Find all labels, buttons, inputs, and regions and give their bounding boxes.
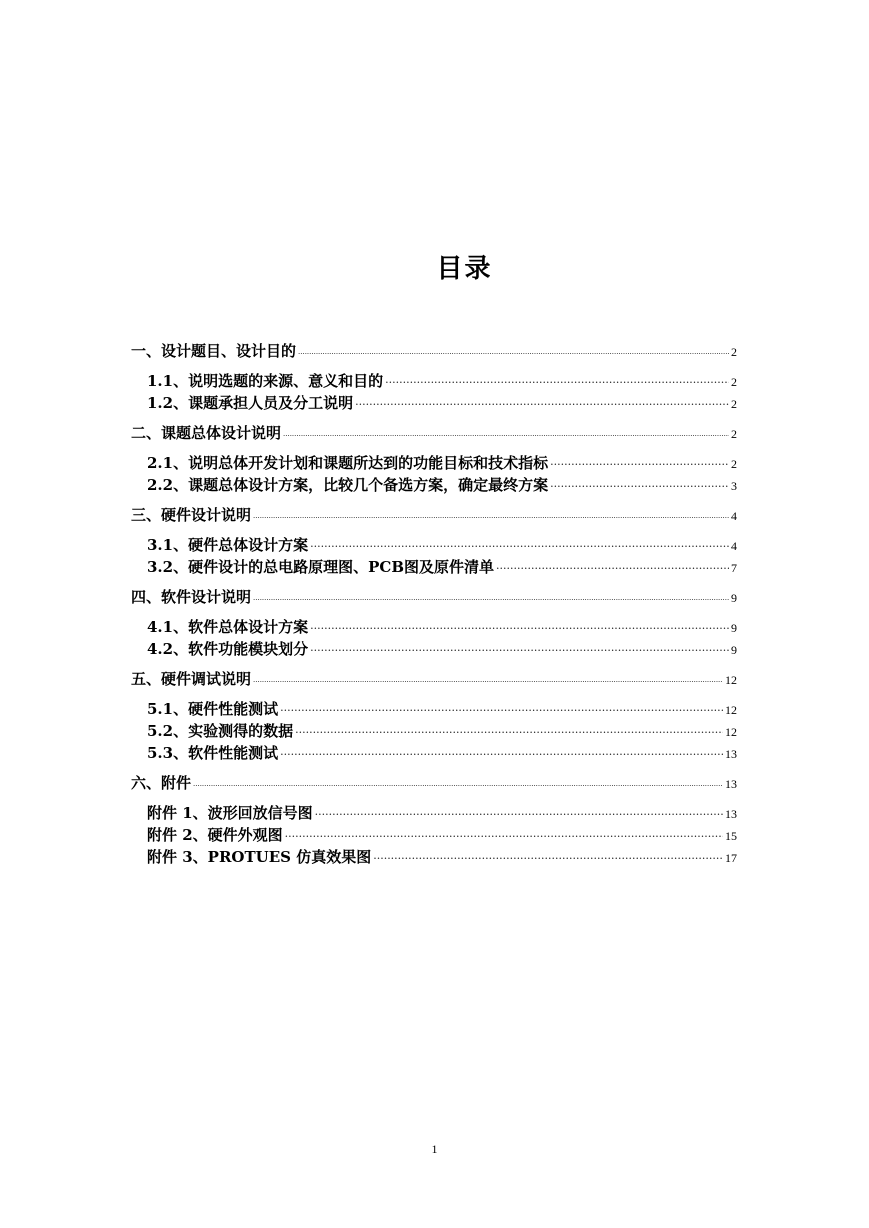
toc-leader-dots: [193, 775, 723, 797]
toc-leader-dots: [253, 589, 729, 611]
toc-entry-3-1[interactable]: [131, 534, 737, 556]
toc-entry-label: 五、硬件调试说明: [131, 670, 252, 688]
toc-entry-page: 3: [731, 479, 737, 493]
toc-leader-dots: [295, 722, 723, 744]
toc-entry-4-1[interactable]: [131, 616, 737, 638]
toc-leader-dots: [310, 640, 729, 662]
toc-leader-dots: [496, 558, 729, 580]
toc-leader-dots: [283, 425, 729, 447]
page-title: 目录: [436, 254, 493, 284]
toc-entry-5-1[interactable]: [131, 698, 737, 720]
toc-entry-page: 4: [731, 509, 737, 523]
toc-entry-page: 2: [731, 457, 737, 471]
toc-entry-page: 13: [725, 807, 737, 821]
toc-entry-label: 3.1、硬件总体设计方案: [147, 536, 309, 554]
toc-entry-2-1[interactable]: [131, 452, 737, 474]
toc-entry-section-3[interactable]: [131, 504, 737, 526]
toc-entry-1-2[interactable]: [131, 392, 737, 414]
toc-entry-5-2[interactable]: [131, 720, 737, 742]
toc-entry-page: 2: [731, 375, 737, 389]
toc-entry-page: 9: [731, 643, 737, 657]
toc-entry-4-2[interactable]: [131, 638, 737, 660]
toc-entry-label: 1.2、课题承担人员及分工说明: [147, 394, 354, 412]
toc-entry-label: 2.1、说明总体开发计划和课题所达到的功能目标和技术指标: [147, 454, 549, 472]
toc-entry-label: 3.2、硬件设计的总电路原理图、PCB图及原件清单: [147, 558, 494, 576]
toc-entry-label: 2.2、课题总体设计方案，比较几个备选方案，确定最终方案: [147, 476, 549, 494]
toc-entry-page: 2: [731, 345, 737, 359]
toc-entry-section-2[interactable]: [131, 422, 737, 444]
toc-entry-2-2[interactable]: [131, 474, 737, 496]
toc-entry-section-1[interactable]: [131, 340, 737, 362]
toc-entry-label: 附件 2、硬件外观图: [147, 826, 283, 844]
toc-leader-dots: [550, 476, 729, 498]
toc-entry-label: 三、硬件设计说明: [131, 506, 252, 524]
toc-leader-dots: [280, 744, 723, 766]
toc-entry-label: 一、设计题目、设计目的: [131, 342, 297, 360]
toc-entry-label: 4.2、软件功能模块划分: [147, 640, 309, 658]
toc-entry-label: 四、软件设计说明: [131, 588, 252, 606]
toc-entry-label: 二、课题总体设计说明: [131, 424, 282, 442]
toc-entry-page: 4: [731, 539, 737, 553]
toc-entry-label: 5.3、软件性能测试: [147, 744, 279, 762]
toc-entry-page: 17: [725, 851, 737, 865]
toc-entry-page: 13: [725, 777, 737, 791]
toc-entry-section-4[interactable]: [131, 586, 737, 608]
toc-leader-dots: [285, 826, 723, 848]
toc-leader-dots: [253, 507, 729, 529]
toc-entry-page: 12: [725, 725, 737, 739]
toc-entry-appendix-3[interactable]: [131, 846, 737, 868]
toc-entry-label: 5.1、硬件性能测试: [147, 700, 279, 718]
toc-entry-page: 9: [731, 591, 737, 605]
toc-entry-appendix-2[interactable]: [131, 824, 737, 846]
toc-entry-label: 1.1、说明选题的来源、意义和目的: [147, 372, 384, 390]
toc-leader-dots: [310, 536, 729, 558]
toc-entry-section-5[interactable]: [131, 668, 737, 690]
toc-entry-page: 7: [731, 561, 737, 575]
toc-entry-label: 4.1、软件总体设计方案: [147, 618, 309, 636]
toc-entry-label: 附件 1、波形回放信号图: [147, 804, 313, 822]
toc-entry-page: 15: [725, 829, 737, 843]
toc-entry-page: 9: [731, 621, 737, 635]
toc-entry-label: 六、附件: [131, 774, 192, 792]
toc-entry-page: 13: [725, 747, 737, 761]
toc-entry-page: 2: [731, 427, 737, 441]
toc-entry-page: 12: [725, 703, 737, 717]
toc-leader-dots: [385, 372, 729, 394]
toc-leader-dots: [315, 804, 723, 826]
toc-entry-page: 2: [731, 397, 737, 411]
table-of-contents: [131, 340, 737, 868]
toc-entry-1-1[interactable]: [131, 370, 737, 392]
toc-entry-3-2[interactable]: [131, 556, 737, 578]
toc-entry-label: 5.2、实验测得的数据: [147, 722, 294, 740]
toc-leader-dots: [298, 343, 729, 365]
toc-entry-label: 附件 3、PROTUES 仿真效果图: [147, 848, 372, 866]
toc-leader-dots: [550, 454, 729, 476]
toc-leader-dots: [310, 618, 729, 640]
page-number: 1: [431, 1142, 438, 1156]
toc-leader-dots: [373, 848, 723, 870]
toc-leader-dots: [253, 671, 723, 693]
toc-entry-section-6[interactable]: [131, 772, 737, 794]
toc-entry-page: 12: [725, 673, 737, 687]
toc-entry-5-3[interactable]: [131, 742, 737, 764]
toc-leader-dots: [280, 700, 723, 722]
toc-entry-appendix-1[interactable]: [131, 802, 737, 824]
toc-leader-dots: [355, 394, 729, 416]
